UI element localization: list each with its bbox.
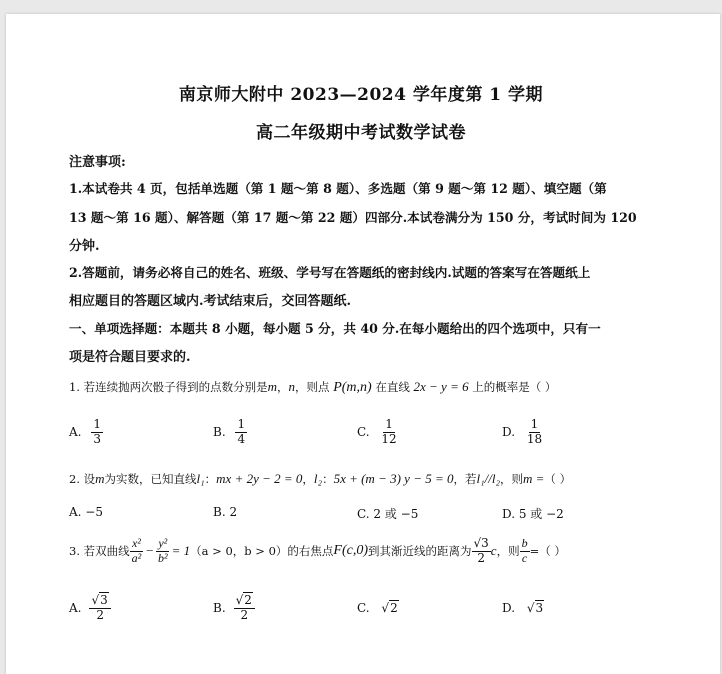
exam-page	[6, 14, 720, 674]
q3-bc-fraction	[520, 537, 530, 566]
q3-distance-fraction	[472, 537, 491, 566]
q2-text-1: 为实数，已知直线	[104, 472, 197, 486]
notice-heading: 注意事项:	[69, 155, 126, 170]
q2-text-5: ，若	[453, 472, 477, 486]
q1-sep: ，	[277, 380, 289, 394]
denominator: 2	[477, 550, 485, 565]
q2-text-6: ，则	[500, 472, 523, 486]
denominator: 18	[526, 431, 543, 446]
option-fraction	[235, 418, 247, 447]
numerator: y²	[158, 536, 168, 550]
numerator: 1	[237, 417, 246, 431]
q1-mid: ，则点	[295, 380, 330, 394]
notice-p2-line2: 相应题目的答题区域内.考试结束后，交回答题纸.	[69, 294, 352, 309]
q3-option-d	[502, 601, 544, 615]
q3-focus: F(c,0)	[333, 543, 369, 559]
q3-equals: = 1	[171, 543, 191, 559]
q3-mid: 到其渐近线的距离为	[368, 544, 472, 559]
denominator: 12	[381, 431, 397, 446]
q2-option-b: B. 2	[213, 505, 238, 519]
q2-l2: l₂	[313, 471, 323, 486]
numerator: 1	[93, 417, 101, 431]
notice-p1-line2: 13 题～第 16 题）、解答题（第 17 题～第 22 题）四部分.本试卷满分为 150 分，考试时间为 120	[69, 210, 637, 225]
exam-title: 南京师大附中 2023—2024 学年度第 1 学期	[178, 85, 544, 105]
q1-suffix: 上的概率是（ ）	[472, 380, 557, 394]
q1-m: m	[267, 379, 278, 394]
q3-option-b	[213, 594, 255, 623]
q1-n: n	[288, 379, 296, 394]
option-letter: D.	[502, 424, 516, 439]
q1-option-a	[69, 418, 103, 447]
numerator: √3	[89, 594, 110, 609]
q2-text-4: ：	[322, 472, 334, 486]
q2-option-a: A. −5	[69, 505, 103, 519]
q2-parallel: l₁//l₂	[476, 471, 500, 486]
radicand: 2	[244, 593, 252, 607]
numerator: 1	[385, 417, 393, 431]
denominator: 3	[93, 431, 101, 446]
q1-mid2: 在直线	[375, 380, 410, 394]
numerator: x²	[131, 536, 141, 550]
option-letter: A.	[69, 424, 82, 439]
q2-m: m	[95, 471, 105, 486]
question-1	[69, 379, 556, 396]
option-letter: C.	[357, 424, 370, 439]
notice-p1-line3: 分钟.	[69, 239, 100, 254]
numerator: √2	[234, 594, 255, 609]
q1-prefix: 1. 若连续抛两次骰子得到的点数分别是	[69, 380, 268, 394]
radicand: 3	[535, 601, 544, 615]
option-letter: B.	[213, 424, 226, 439]
denominator: b²	[158, 550, 168, 565]
q1-option-c	[357, 418, 399, 447]
q2-eq1: mx + 2y − 2 = 0	[216, 471, 303, 486]
q3-y-fraction	[156, 537, 170, 566]
denominator: a²	[131, 550, 142, 565]
denominator: c	[521, 550, 528, 565]
radicand: 3	[100, 593, 108, 607]
q3-prefix: 3. 若双曲线	[69, 544, 130, 559]
q2-text-2: ：	[204, 472, 217, 486]
numerator: √3	[473, 536, 489, 550]
option-fraction	[234, 594, 255, 623]
q3-x-fraction	[130, 537, 144, 566]
q1-option-d	[502, 418, 544, 447]
option-fraction	[91, 418, 103, 447]
q3-text-1: ，则	[496, 544, 520, 559]
option-fraction	[525, 418, 544, 447]
option-letter: D.	[502, 601, 516, 615]
q3-option-c	[357, 601, 399, 615]
denominator: 4	[237, 431, 246, 446]
q1-line-eq: 2x − y = 6	[413, 379, 469, 394]
notice-p2-line1: 2.答题前，请务必将自己的姓名、班级、学号写在答题纸的密封线内.试题的答案写在答题纸上	[69, 265, 591, 280]
numerator: b	[521, 536, 528, 550]
option-letter: B.	[213, 601, 226, 616]
q2-text-7: （ ）	[544, 472, 572, 486]
q2-text-3: ，	[302, 472, 314, 486]
q2-m-eq: m =	[523, 471, 545, 486]
q2-eq2: 5x + (m − 3) y − 5 = 0	[333, 471, 454, 486]
notice-p1-line1: 1.本试卷共 4 页，包括单选题（第 1 题～第 8 题）、多选题（第 9 题～第 12 题）、填空题（第	[69, 181, 607, 196]
option-fraction	[379, 418, 398, 447]
section1-line1: 一、单项选择题：本题共 8 小题，每小题 5 分，共 40 分.在每小题给出的四个选项中，只有一	[69, 321, 601, 336]
question-2	[69, 471, 571, 487]
option-radical: √3	[526, 601, 544, 615]
option-letter: A.	[69, 601, 82, 616]
denominator: 2	[240, 607, 249, 622]
q2-prefix: 2. 设	[69, 472, 96, 486]
q2-l1: l₁	[196, 471, 205, 486]
section1-line2: 项是符合题目要求的.	[69, 350, 191, 365]
radicand: 2	[390, 601, 398, 615]
q2-option-d: D. 5 或 −2	[502, 507, 564, 521]
q2-option-c: C. 2 或 −5	[357, 507, 419, 521]
q3-condition: （a > 0，b > 0）的右焦点	[190, 544, 334, 559]
exam-subtitle: 高二年级期中考试数学试卷	[256, 123, 466, 143]
option-radical: √2	[381, 601, 398, 615]
q1-point: P(m,n)	[333, 380, 372, 395]
option-letter: C.	[357, 601, 370, 615]
q3-minus: −	[145, 543, 155, 559]
numerator: 1	[530, 417, 539, 431]
option-fraction	[89, 594, 110, 623]
question-3	[69, 537, 566, 566]
denominator: 2	[96, 607, 104, 622]
q3-option-a	[69, 594, 111, 623]
q3-text-2: =（ ）	[529, 544, 566, 559]
q3-c: c	[490, 543, 497, 559]
q1-option-b	[213, 418, 247, 447]
